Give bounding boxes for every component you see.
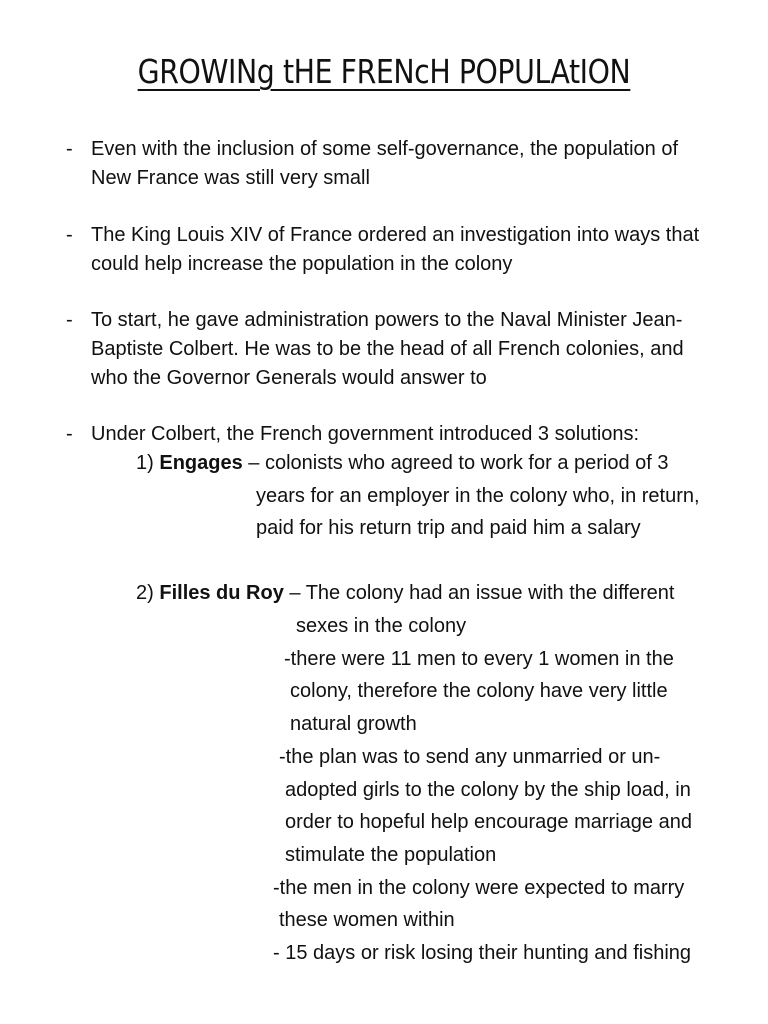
solution-2-term: Filles du Roy bbox=[159, 582, 284, 604]
solution-2-heading bbox=[136, 581, 674, 605]
bullet-dash: - bbox=[66, 423, 73, 445]
solution-1-number: 1) bbox=[136, 452, 154, 474]
bullet-3-line-3: who the Governor Generals would answer to bbox=[91, 367, 487, 389]
bullet-1-line-2: New France was still very small bbox=[91, 167, 370, 189]
bullet-dash: - bbox=[66, 309, 73, 331]
solution-1-line-3: paid for his return trip and paid him a salary bbox=[256, 517, 641, 539]
solution-2-line-2: sexes in the colony bbox=[296, 615, 467, 637]
bullet-dash: - bbox=[66, 138, 73, 160]
solution-1-term: Engages bbox=[159, 452, 243, 474]
bullet-dash: - bbox=[66, 224, 73, 246]
solution-2-line-4: colony, therefore the colony have very little bbox=[290, 680, 668, 702]
solution-2-number: 2) bbox=[136, 582, 154, 604]
bullet-2-line-1: The King Louis XIV of France ordered an investigation into ways that bbox=[91, 224, 700, 246]
bullet-3-line-2: Baptiste Colbert. He was to be the head of all French colonies, and bbox=[91, 338, 684, 360]
solution-2-line-7: adopted girls to the colony by the ship load, in bbox=[285, 779, 691, 801]
bullet-2-line-2: could help increase the population in the colony bbox=[91, 253, 513, 275]
solution-2-line-9: stimulate the population bbox=[285, 844, 497, 866]
bullet-4-line-1: Under Colbert, the French government introduced 3 solutions: bbox=[91, 423, 640, 445]
page-title: GROWINg tHE FRENcH POPULAtION bbox=[137, 52, 631, 91]
solution-2-line-6: -the plan was to send any unmarried or un- bbox=[279, 746, 661, 768]
solution-1-heading bbox=[136, 451, 669, 475]
solution-2-line-11: these women within bbox=[279, 909, 455, 931]
solution-1-first-line: – colonists who agreed to work for a period of 3 bbox=[242, 452, 669, 474]
solution-2-line-3: -there were 11 men to every 1 women in the bbox=[284, 648, 674, 670]
solution-2-line-8: order to hopeful help encourage marriage and bbox=[285, 811, 692, 833]
solution-1-line-2: years for an employer in the colony who, in return, bbox=[256, 485, 700, 507]
solution-2-line-5: natural growth bbox=[290, 713, 417, 735]
solution-2-line-12: - 15 days or risk losing their hunting and fishing bbox=[273, 942, 692, 964]
solution-2-line-10: -the men in the colony were expected to marry bbox=[273, 877, 685, 899]
bullet-3-line-1: To start, he gave administration powers to the Naval Minister Jean- bbox=[91, 309, 683, 331]
solution-2-first-line: – The colony had an issue with the different bbox=[283, 582, 675, 604]
bullet-1-line-1: Even with the inclusion of some self-governance, the population of bbox=[91, 138, 679, 160]
